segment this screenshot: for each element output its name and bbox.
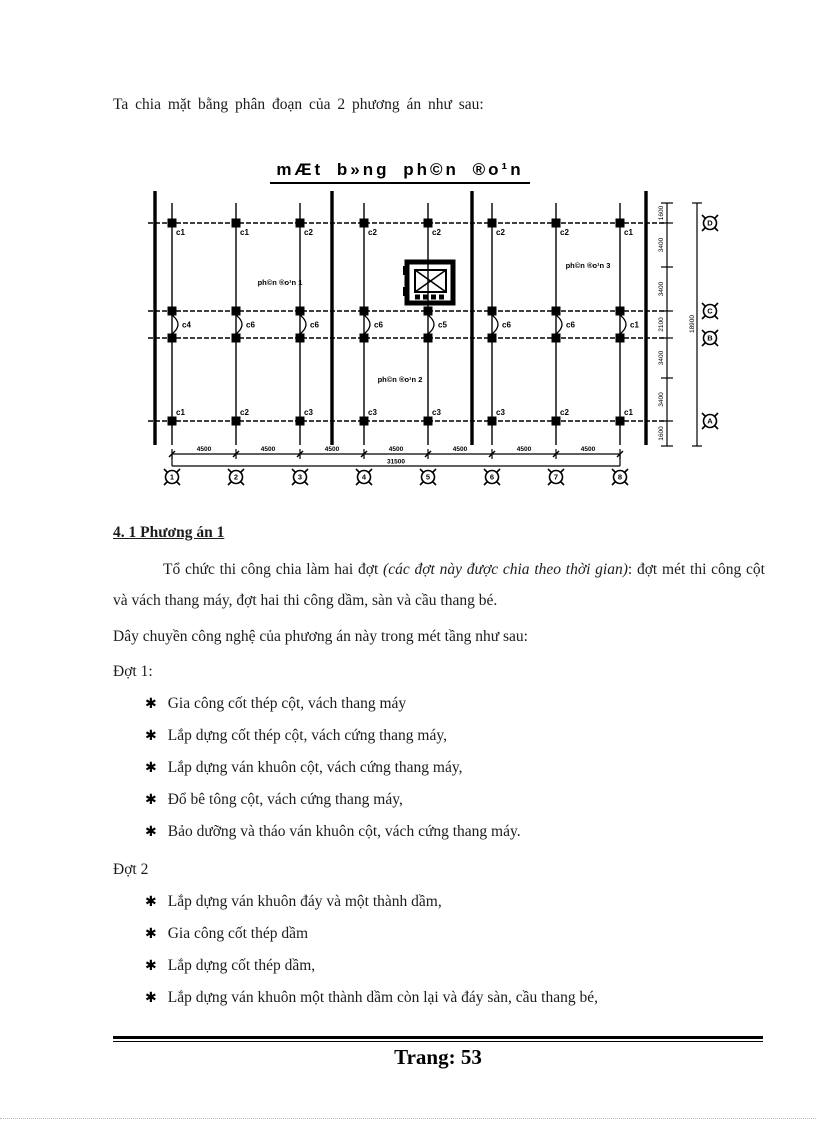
asterisk-bullet-icon: ✱	[145, 792, 157, 808]
bullet-text: Đổ bê tông cột, vách cứng thang máy,	[167, 791, 403, 808]
zone-label-1: ph©n ®o¹n 1	[257, 278, 303, 287]
right-dim-value: 3400	[658, 237, 665, 253]
svg-text:3: 3	[297, 472, 303, 482]
column-node	[488, 219, 497, 228]
axis-number-bubble	[484, 469, 500, 485]
column-bracket	[620, 315, 626, 334]
column-node	[424, 307, 433, 316]
column-node	[360, 219, 369, 228]
section-content	[113, 524, 765, 1014]
paragraph-1	[113, 554, 765, 616]
column-label-bottom: c3	[368, 408, 377, 417]
bullet-text: Lắp dựng ván khuôn đáy và một thành dầm,	[167, 893, 442, 910]
column-label-bottom: c3	[432, 408, 441, 417]
bullet-item	[145, 886, 765, 918]
svg-text:1: 1	[169, 472, 175, 482]
axis-letter-bubble	[702, 330, 718, 346]
svg-text:4: 4	[361, 472, 367, 482]
column-label-mid: c5	[438, 320, 447, 330]
column-node	[296, 219, 305, 228]
phase-2-list	[113, 886, 765, 1014]
column-node	[232, 219, 241, 228]
right-dim-value: 3400	[658, 281, 665, 297]
axis-number-bubble	[292, 469, 308, 485]
bottom-dim-value: 4500	[324, 446, 340, 453]
column-node	[360, 417, 369, 426]
column-bracket	[428, 315, 434, 334]
column-node	[424, 334, 433, 343]
column-bracket	[172, 315, 178, 334]
column-label-bottom: c2	[240, 408, 249, 417]
axis-letter-bubble	[702, 303, 718, 319]
right-dim-value: 3400	[658, 350, 665, 366]
asterisk-bullet-icon: ✱	[145, 926, 157, 942]
column-node	[232, 334, 241, 343]
column-bracket	[556, 315, 562, 334]
drawing-title-text: mÆt b»ng ph©n ®o¹n	[270, 160, 529, 184]
bottom-dim-value: 4500	[580, 446, 596, 453]
bullet-text: Lắp dựng ván khuôn cột, vách cứng thang máy,	[167, 759, 463, 776]
phase-1-list	[113, 688, 765, 848]
bullet-item	[145, 720, 765, 752]
column-bracket	[492, 315, 498, 334]
right-dim-value: 3400	[658, 392, 665, 407]
phase-2-label: Đợt 2	[113, 861, 149, 878]
bullet-item	[145, 784, 765, 816]
right-dim-value: 2100	[658, 317, 665, 332]
paragraph-2: Dây chuyền công nghệ của phương án này trong mét tầng như sau:	[113, 628, 528, 645]
asterisk-bullet-icon: ✱	[145, 824, 157, 840]
column-node	[168, 417, 177, 426]
asterisk-bullet-icon: ✱	[145, 958, 157, 974]
column-node	[296, 417, 305, 426]
floor-plan-drawing	[140, 186, 740, 492]
column-node	[168, 307, 177, 316]
bottom-dim-value: 4500	[516, 446, 532, 453]
right-dim-value: 1600	[658, 426, 665, 441]
column-node	[360, 334, 369, 343]
column-label-top: c2	[432, 228, 441, 237]
column-label-mid: c1	[630, 320, 639, 330]
floor-plan-svg	[140, 186, 740, 492]
svg-text:C: C	[707, 306, 713, 316]
column-node	[488, 307, 497, 316]
bullet-item	[145, 688, 765, 720]
column-node	[168, 219, 177, 228]
axis-number-bubble	[356, 469, 372, 485]
bottom-dim-value: 4500	[452, 446, 468, 453]
column-node	[616, 417, 625, 426]
bottom-total-dim-value: 31500	[386, 458, 406, 466]
column-node	[616, 334, 625, 343]
column-bracket	[236, 315, 242, 334]
paragraph-1-normal-a: Tổ chức thi công chia làm hai đợt	[163, 561, 384, 578]
bullet-text: Lắp dựng cốt thép cột, vách cứng thang máy,	[167, 727, 447, 744]
svg-text:B: B	[707, 333, 713, 343]
axis-number-bubble	[420, 469, 436, 485]
column-node	[232, 307, 241, 316]
svg-text:7: 7	[553, 472, 559, 482]
svg-text:D: D	[707, 218, 713, 228]
right-dim-value: 1600	[658, 205, 665, 221]
axis-letter-bubble	[702, 215, 718, 231]
column-node	[296, 334, 305, 343]
axis-number-bubble	[612, 469, 628, 485]
page-footer	[113, 1036, 763, 1070]
bullet-text: Gia công cốt thép dầm	[167, 925, 309, 942]
bullet-item	[145, 950, 765, 982]
column-node	[616, 307, 625, 316]
asterisk-bullet-icon: ✱	[145, 990, 157, 1006]
bottom-dim-value: 4500	[196, 446, 212, 453]
column-label-bottom: c1	[176, 408, 185, 417]
page-number: Trang: 53	[394, 1045, 482, 1069]
column-label-mid: c6	[246, 320, 255, 330]
bottom-dim-value: 4500	[260, 446, 276, 453]
phase-1-label: Đợt 1:	[113, 663, 153, 680]
drawing-title	[150, 160, 650, 184]
column-label-bottom: c1	[624, 408, 633, 417]
column-bracket	[364, 315, 370, 334]
paragraph-1-normal-b: : đợt mét thi công cột và vách thang máy, đợt hai thi công dầm, sàn và cầu thang bé.	[113, 561, 765, 609]
column-label-mid: c6	[566, 320, 575, 330]
column-node	[424, 219, 433, 228]
column-label-bottom: c3	[496, 408, 505, 417]
column-label-top: c2	[368, 228, 377, 237]
bullet-item	[145, 752, 765, 784]
column-node	[488, 334, 497, 343]
axis-letter-bubble	[702, 413, 718, 429]
intro-paragraph: Ta chia mặt bằng phân đoạn của 2 phương án như sau:	[113, 96, 484, 113]
column-node	[552, 219, 561, 228]
svg-text:6: 6	[489, 472, 495, 482]
section-heading: 4. 1 Phương án 1	[113, 524, 225, 541]
column-label-top: c1	[176, 228, 185, 237]
column-label-mid: c6	[502, 320, 511, 330]
column-label-top: c2	[496, 228, 505, 237]
bullet-text: Lắp dựng ván khuôn một thành dầm còn lại và đáy sàn, cầu thang bé,	[167, 989, 598, 1006]
svg-text:2: 2	[233, 472, 239, 482]
bullet-item	[145, 982, 765, 1014]
axis-number-bubble	[548, 469, 564, 485]
bottom-dim-value: 4500	[388, 446, 404, 453]
bullet-text: Lắp dựng cốt thép dầm,	[167, 957, 316, 974]
column-node	[552, 307, 561, 316]
svg-text:A: A	[707, 416, 713, 426]
column-node	[616, 219, 625, 228]
column-label-mid: c6	[374, 320, 383, 330]
column-node	[552, 417, 561, 426]
bullet-text: Bảo dưỡng và tháo ván khuôn cột, vách cứng thang máy.	[167, 823, 521, 840]
bullet-item	[145, 816, 765, 848]
asterisk-bullet-icon: ✱	[145, 760, 157, 776]
axis-number-bubble	[228, 469, 244, 485]
column-node	[232, 417, 241, 426]
column-label-mid: c4	[182, 320, 191, 330]
axis-number-bubble	[164, 469, 180, 485]
column-node	[424, 417, 433, 426]
bullet-text: Gia công cốt thép cột, vách thang máy	[167, 695, 407, 712]
zone-label-3: ph©n ®o¹n 3	[565, 261, 611, 270]
footer-rule-thick	[113, 1036, 763, 1039]
asterisk-bullet-icon: ✱	[145, 696, 157, 712]
footer-rule-thin	[113, 1041, 763, 1043]
column-node	[168, 334, 177, 343]
column-node	[488, 417, 497, 426]
column-label-bottom: c3	[304, 408, 313, 417]
page-edge-dotted-line	[0, 1118, 816, 1119]
column-bracket	[300, 315, 306, 334]
column-label-top: c2	[304, 228, 313, 237]
column-label-top: c1	[240, 228, 249, 237]
column-label-mid: c6	[310, 320, 319, 330]
zone-label-2: ph©n ®o¹n 2	[377, 375, 423, 384]
column-node	[552, 334, 561, 343]
bullet-item	[145, 918, 765, 950]
column-node	[360, 307, 369, 316]
column-node	[296, 307, 305, 316]
right-total-dim-value: 18900	[689, 314, 696, 334]
column-label-bottom: c2	[560, 408, 569, 417]
svg-text:8: 8	[617, 472, 623, 482]
svg-text:5: 5	[425, 472, 431, 482]
column-label-top: c2	[560, 228, 569, 237]
asterisk-bullet-icon: ✱	[145, 894, 157, 910]
asterisk-bullet-icon: ✱	[145, 728, 157, 744]
paragraph-1-italic: (các đợt này được chia theo thời gian)	[383, 561, 628, 578]
column-label-top: c1	[624, 228, 633, 237]
